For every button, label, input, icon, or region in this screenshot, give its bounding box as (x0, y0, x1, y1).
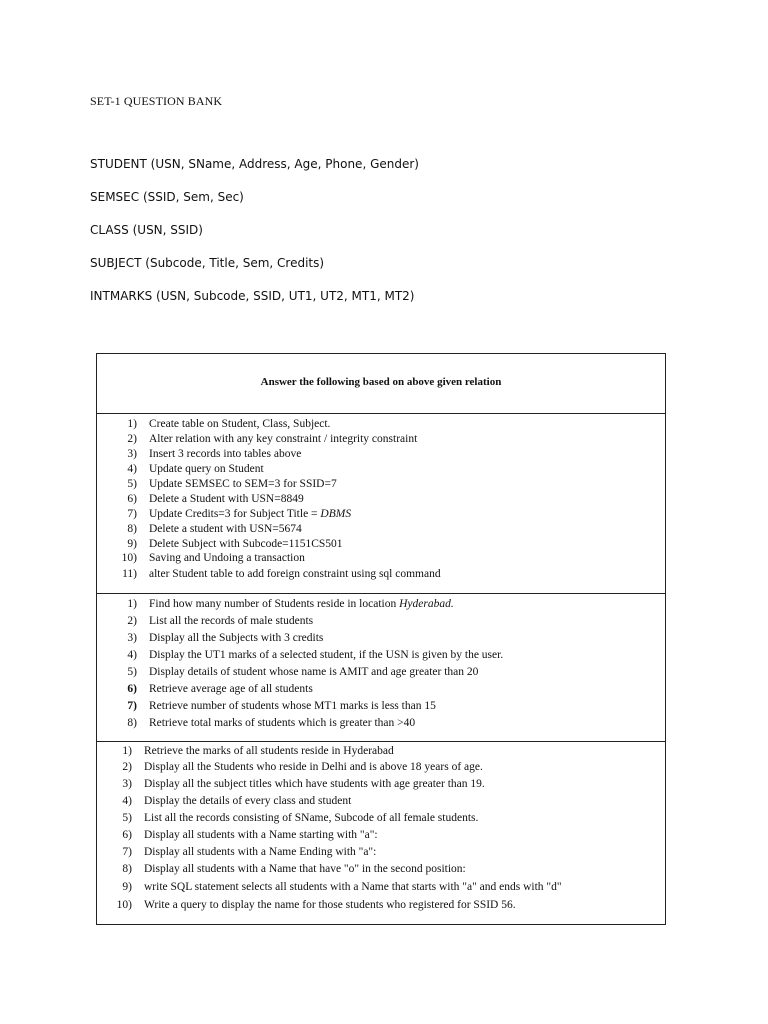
item-text (144, 744, 394, 758)
item-number: 4) (127, 649, 137, 661)
item-text-plain: Find how many number of Students reside in location (149, 598, 400, 610)
item-number: 7) (122, 846, 132, 858)
item-number: 9) (127, 538, 137, 550)
item-number: 7) (127, 508, 137, 520)
item-text-plain: Create table on Student, Class, Subject. (149, 418, 331, 430)
item-text (149, 567, 441, 581)
item-text-plain: Retrieve the marks of all students reside in Hyderabad (144, 745, 394, 757)
item-number: 4) (127, 463, 137, 475)
item-number: 11) (122, 568, 137, 580)
item-text-plain: Alter relation with any key constraint / integrity constraint (149, 433, 418, 445)
item-text-plain: Update Credits=3 for Subject Title = (149, 508, 321, 520)
item-text-plain: Update SEMSEC to SEM=3 for SSID=7 (149, 478, 337, 490)
item-text (149, 551, 305, 565)
item-text-plain: Insert 3 records into tables above (149, 448, 302, 460)
item-text (144, 794, 351, 808)
item-number: 10) (121, 552, 137, 564)
item-text (149, 631, 323, 645)
item-text (144, 828, 378, 842)
item-text-italic: Hyderabad. (399, 598, 454, 610)
item-text (149, 614, 313, 628)
item-text-plain: Display all students with a Name that have "o" in the second position: (144, 863, 466, 875)
item-number: 2) (122, 761, 132, 773)
item-text-plain: List all the records consisting of SName, Subcode of all female students. (144, 812, 479, 824)
page-title: SET-1 QUESTION BANK (90, 94, 223, 108)
item-number: 5) (127, 666, 137, 678)
item-text-plain: Display all the Students who reside in Delhi and is above 18 years of age. (144, 761, 483, 773)
table-divider (97, 741, 665, 742)
item-text (149, 477, 337, 491)
item-number: 7) (127, 700, 137, 712)
schema-semsec: SEMSEC (SSID, Sem, Sec) (90, 190, 244, 204)
item-text-plain: Display the details of every class and student (144, 795, 352, 807)
item-text (149, 432, 417, 446)
item-number: 2) (127, 615, 137, 627)
item-text (149, 537, 343, 551)
item-text (144, 898, 516, 912)
item-number: 3) (127, 448, 137, 460)
schema-class: CLASS (USN, SSID) (90, 223, 203, 237)
item-number: 5) (127, 478, 137, 490)
item-text-plain: Retrieve total marks of students which is greater than >40 (149, 717, 416, 729)
item-text-plain: Write a query to display the name for those students who registered for SSID 56. (144, 899, 516, 911)
item-text-plain: List all the records of male students (149, 615, 314, 627)
item-text (144, 880, 562, 894)
item-number: 4) (122, 795, 132, 807)
item-text (144, 862, 466, 876)
item-text-plain: Display all students with a Name Ending with "a": (144, 846, 377, 858)
schema-intmarks: INTMARKS (USN, Subcode, SSID, UT1, UT2, MT1, MT2) (90, 289, 415, 303)
item-text-plain: Display all the subject titles which have students with age greater than 19. (144, 778, 485, 790)
item-number: 1) (127, 598, 137, 610)
item-text-plain: Display all students with a Name starting with "a": (144, 829, 378, 841)
item-number: 3) (127, 632, 137, 644)
item-text-plain: Delete Subject with Subcode=1151CS501 (149, 538, 343, 550)
item-text (149, 462, 264, 476)
item-text (149, 492, 304, 506)
table-header: Answer the following based on above given relation (260, 376, 502, 388)
item-text-plain: Display the UT1 marks of a selected student, if the USN is given by the user. (149, 649, 504, 661)
item-text-plain: alter Student table to add foreign constraint using sql command (149, 568, 441, 580)
schema-student: STUDENT (USN, SName, Address, Age, Phone, Gender) (90, 157, 419, 171)
item-text (149, 417, 330, 431)
item-text (149, 522, 302, 536)
item-text (144, 811, 478, 825)
schema-subject: SUBJECT (Subcode, Title, Sem, Credits) (90, 256, 325, 270)
question-table (96, 353, 666, 925)
item-text-plain: Display details of student whose name is AMIT and age greater than 20 (149, 666, 479, 678)
item-text (149, 682, 313, 696)
item-text-plain: write SQL statement selects all students with a Name that starts with "a" and ends with "d" (144, 881, 562, 893)
item-number: 1) (122, 745, 132, 757)
item-text (149, 507, 351, 521)
item-text (149, 447, 301, 461)
item-number: 8) (127, 523, 137, 535)
item-number: 8) (127, 717, 137, 729)
item-text (149, 665, 478, 679)
item-text (144, 777, 485, 791)
item-number: 10) (116, 899, 132, 911)
item-number: 6) (127, 683, 137, 695)
item-text (149, 597, 454, 611)
item-text-plain: Display all the Subjects with 3 credits (149, 632, 324, 644)
item-number: 3) (122, 778, 132, 790)
item-text (149, 699, 436, 713)
item-text (144, 845, 376, 859)
item-number: 1) (127, 418, 137, 430)
item-number: 5) (122, 812, 132, 824)
item-text-plain: Retrieve number of students whose MT1 marks is less than 15 (149, 700, 436, 712)
item-text-italic: DBMS (320, 508, 352, 520)
item-text-plain: Update query on Student (149, 463, 264, 475)
item-number: 9) (122, 881, 132, 893)
item-text-plain: Saving and Undoing a transaction (149, 552, 305, 564)
item-text (149, 648, 503, 662)
item-text (144, 760, 483, 774)
table-divider (97, 413, 665, 414)
table-divider (97, 593, 665, 594)
item-number: 8) (122, 863, 132, 875)
item-text-plain: Delete a Student with USN=8849 (149, 493, 304, 505)
item-text-plain: Retrieve average age of all students (149, 683, 313, 695)
item-number: 6) (127, 493, 137, 505)
item-number: 2) (127, 433, 137, 445)
item-text (149, 716, 415, 730)
item-number: 6) (122, 829, 132, 841)
item-text-plain: Delete a student with USN=5674 (149, 523, 302, 535)
